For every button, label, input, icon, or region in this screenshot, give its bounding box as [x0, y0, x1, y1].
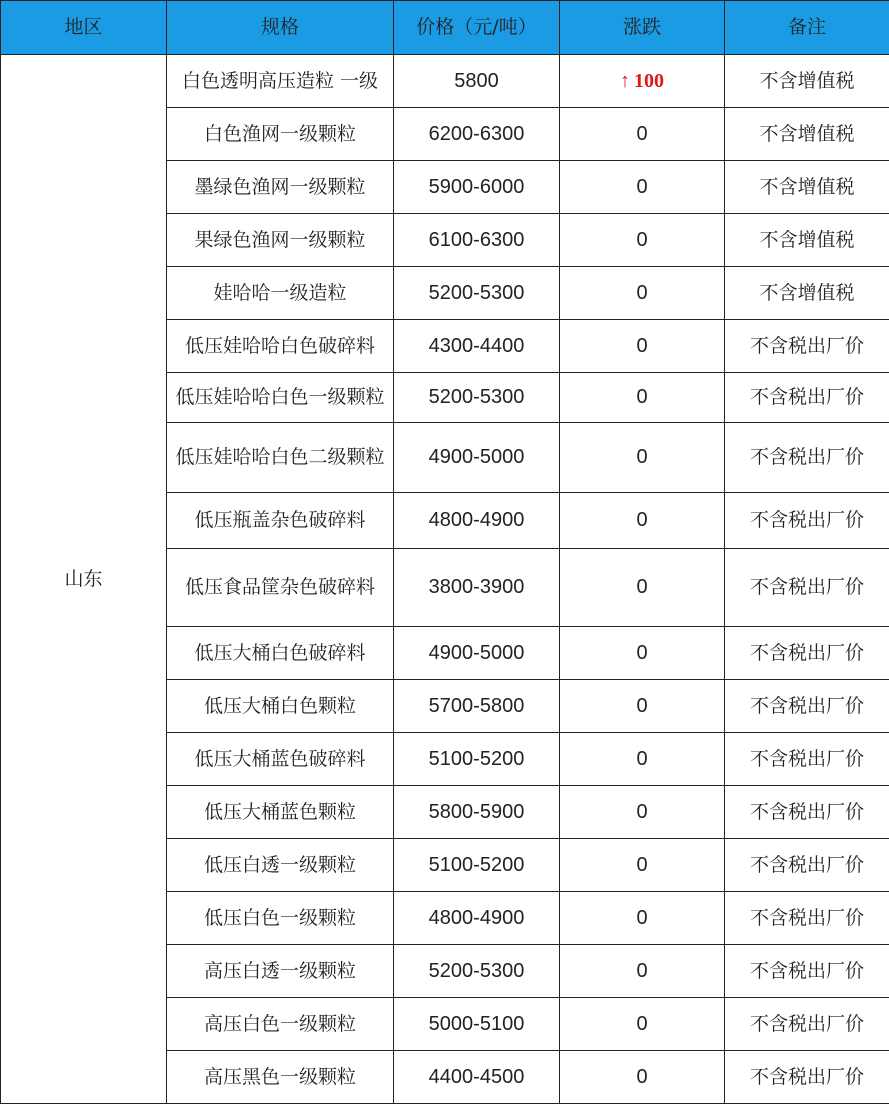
- change-cell: 0: [560, 549, 725, 627]
- remark-cell: 不含税出厂价: [725, 839, 889, 892]
- remark-cell: 不含税出厂价: [725, 627, 889, 680]
- spec-cell: 低压大桶白色破碎料: [167, 627, 394, 680]
- spec-cell: 白色透明高压造粒 一级: [167, 55, 394, 108]
- spec-cell: 低压食品筐杂色破碎料: [167, 549, 394, 627]
- spec-cell: 高压白色一级颗粒: [167, 998, 394, 1051]
- change-cell: 0: [560, 733, 725, 786]
- change-cell: 0: [560, 423, 725, 493]
- change-value: 100: [634, 70, 664, 92]
- change-cell: 0: [560, 108, 725, 161]
- spec-cell: 低压白透一级颗粒: [167, 839, 394, 892]
- header-spec: 规格: [167, 1, 394, 55]
- spec-cell: 低压瓶盖杂色破碎料: [167, 493, 394, 549]
- spec-cell: 低压娃哈哈白色二级颗粒: [167, 423, 394, 493]
- change-cell: 0: [560, 493, 725, 549]
- remark-cell: 不含税出厂价: [725, 786, 889, 839]
- header-price: 价格（元/吨）: [394, 1, 560, 55]
- spec-cell: 娃哈哈一级造粒: [167, 267, 394, 320]
- table-header-row: [1, 1, 889, 55]
- header-remark: 备注: [725, 1, 889, 55]
- remark-cell: 不含税出厂价: [725, 373, 889, 423]
- price-cell: 5700-5800: [394, 680, 560, 733]
- change-cell: 0: [560, 998, 725, 1051]
- remark-cell: 不含增值税: [725, 161, 889, 214]
- spec-cell: 低压大桶白色颗粒: [167, 680, 394, 733]
- price-cell: 4800-4900: [394, 493, 560, 549]
- price-cell: 4400-4500: [394, 1051, 560, 1104]
- price-cell: 4300-4400: [394, 320, 560, 373]
- price-cell: 4900-5000: [394, 627, 560, 680]
- table-row: [1, 55, 889, 108]
- remark-cell: 不含税出厂价: [725, 320, 889, 373]
- change-cell: 0: [560, 786, 725, 839]
- spec-cell: 白色渔网一级颗粒: [167, 108, 394, 161]
- price-cell: 5200-5300: [394, 945, 560, 998]
- change-cell: [560, 55, 725, 108]
- remark-cell: 不含税出厂价: [725, 493, 889, 549]
- price-cell: 5100-5200: [394, 839, 560, 892]
- spec-cell: 低压娃哈哈白色一级颗粒: [167, 373, 394, 423]
- change-cell: 0: [560, 320, 725, 373]
- remark-cell: 不含税出厂价: [725, 423, 889, 493]
- price-cell: 5800-5900: [394, 786, 560, 839]
- price-cell: 5800: [394, 55, 560, 108]
- spec-cell: 高压黑色一级颗粒: [167, 1051, 394, 1104]
- header-region: 地区: [1, 1, 167, 55]
- spec-cell: 低压大桶蓝色颗粒: [167, 786, 394, 839]
- spec-cell: 低压白色一级颗粒: [167, 892, 394, 945]
- remark-cell: 不含税出厂价: [725, 892, 889, 945]
- remark-cell: 不含税出厂价: [725, 549, 889, 627]
- change-cell: 0: [560, 945, 725, 998]
- remark-cell: 不含税出厂价: [725, 945, 889, 998]
- remark-cell: 不含税出厂价: [725, 680, 889, 733]
- price-cell: 4800-4900: [394, 892, 560, 945]
- price-cell: 5900-6000: [394, 161, 560, 214]
- change-cell: 0: [560, 680, 725, 733]
- price-cell: 5000-5100: [394, 998, 560, 1051]
- remark-cell: 不含增值税: [725, 55, 889, 108]
- price-cell: 3800-3900: [394, 549, 560, 627]
- change-cell: 0: [560, 373, 725, 423]
- table-body: [1, 55, 889, 1104]
- header-change: 涨跌: [560, 1, 725, 55]
- price-cell: 5100-5200: [394, 733, 560, 786]
- price-cell: 4900-5000: [394, 423, 560, 493]
- spec-cell: 墨绿色渔网一级颗粒: [167, 161, 394, 214]
- spec-cell: 高压白透一级颗粒: [167, 945, 394, 998]
- spec-cell: 低压大桶蓝色破碎料: [167, 733, 394, 786]
- remark-cell: 不含税出厂价: [725, 1051, 889, 1104]
- price-cell: 6200-6300: [394, 108, 560, 161]
- change-cell: 0: [560, 627, 725, 680]
- remark-cell: 不含税出厂价: [725, 998, 889, 1051]
- price-cell: 6100-6300: [394, 214, 560, 267]
- region-cell: 山东: [1, 55, 167, 1104]
- remark-cell: 不含增值税: [725, 267, 889, 320]
- change-cell: 0: [560, 839, 725, 892]
- spec-cell: 低压娃哈哈白色破碎料: [167, 320, 394, 373]
- change-cell: 0: [560, 267, 725, 320]
- arrow-up-icon: ↑: [620, 69, 630, 94]
- change-cell: 0: [560, 161, 725, 214]
- change-cell: 0: [560, 1051, 725, 1104]
- remark-cell: 不含税出厂价: [725, 733, 889, 786]
- remark-cell: 不含增值税: [725, 108, 889, 161]
- change-cell: 0: [560, 892, 725, 945]
- price-cell: 5200-5300: [394, 373, 560, 423]
- remark-cell: 不含增值税: [725, 214, 889, 267]
- change-cell: 0: [560, 214, 725, 267]
- price-cell: 5200-5300: [394, 267, 560, 320]
- spec-cell: 果绿色渔网一级颗粒: [167, 214, 394, 267]
